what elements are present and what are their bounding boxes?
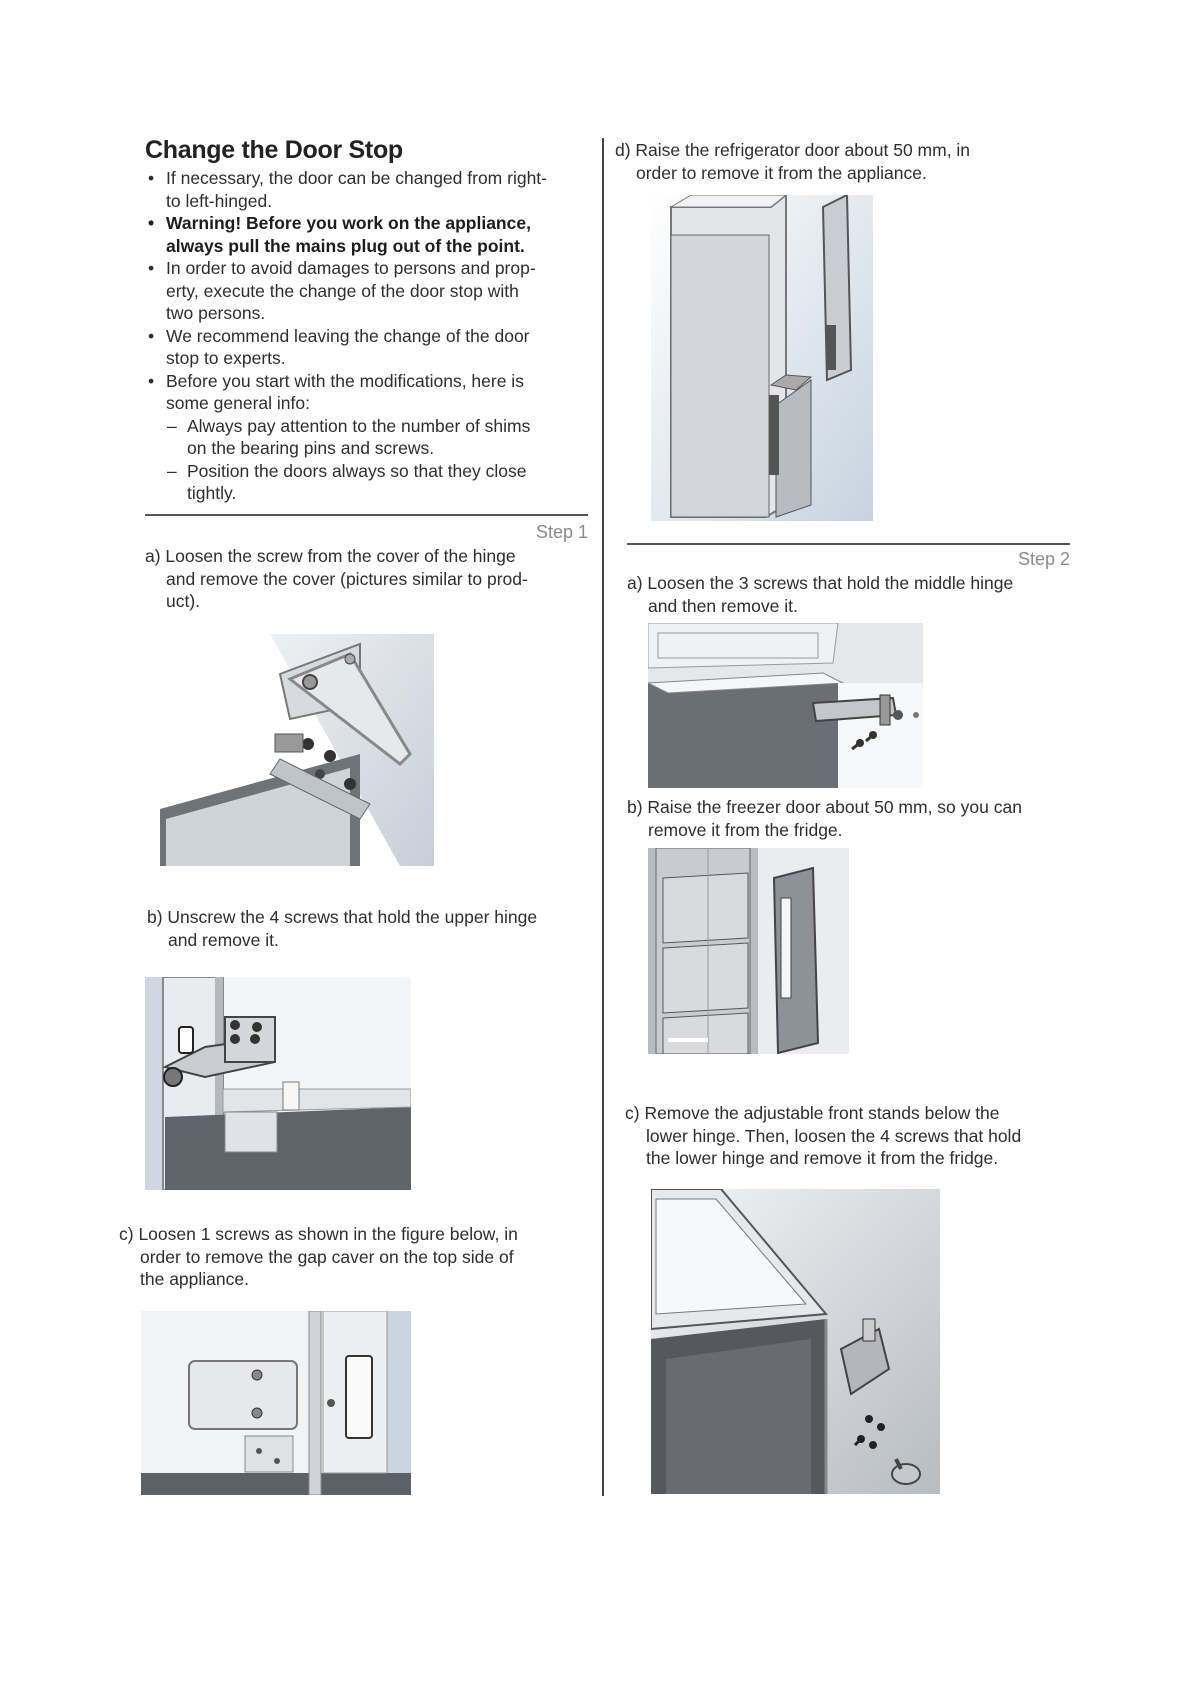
- step-d-text: [615, 139, 1075, 184]
- bullet-text: We recommend leaving the change of the door: [166, 325, 530, 346]
- bullet-text: Before you start with the modifications, here is: [166, 370, 524, 391]
- text-line: b) Raise the freezer door about 50 mm, so you can: [627, 797, 1022, 817]
- text-line: lower hinge. Then, loosen the 4 screws that hold: [646, 1125, 1022, 1146]
- figure-gap-cover: [141, 1311, 411, 1495]
- figure-hinge-cover: [160, 634, 434, 866]
- warning-text: always pull the mains plug out of the point.: [166, 235, 525, 256]
- list-item: [145, 212, 595, 235]
- text-line: and then remove it.: [648, 595, 798, 616]
- text-line: c) Loosen 1 screws as shown in the figure below, in: [119, 1224, 518, 1244]
- text-line: c) Remove the adjustable front stands below the: [625, 1103, 1000, 1123]
- bullet-text: some general info:: [166, 393, 310, 413]
- list-item: [145, 347, 595, 370]
- list-item: [145, 302, 595, 325]
- list-item: [145, 460, 595, 483]
- bullet-text: erty, execute the change of the door stop with: [166, 280, 519, 301]
- sub-bullet-text: Position the doors always so that they close: [187, 460, 527, 481]
- text-line: uct).: [166, 591, 201, 611]
- text-line: d) Raise the refrigerator door about 50 mm, in: [615, 140, 971, 160]
- text-line: order to remove the gap caver on the top side of: [140, 1246, 514, 1267]
- step2-b-text: [627, 796, 1097, 841]
- bullet-text: two persons.: [166, 303, 266, 323]
- section-divider: [145, 514, 588, 516]
- warning-text: Warning! Before you work on the appliance,: [166, 213, 531, 233]
- list-item: [145, 190, 595, 213]
- figure-middle-hinge: [648, 623, 923, 788]
- list-item: [145, 392, 595, 415]
- text-line: order to remove it from the appliance.: [636, 162, 927, 183]
- bullet-text: to left-hinged.: [166, 190, 273, 211]
- sub-bullet-text: tightly.: [187, 483, 237, 503]
- dash-marker: –: [167, 460, 177, 481]
- dash-marker: –: [167, 415, 177, 436]
- list-item: [145, 437, 595, 460]
- text-line: the lower hinge and remove it from the fridge.: [646, 1148, 999, 1168]
- bullet-list: [145, 167, 595, 505]
- text-line: a) Loosen the 3 screws that hold the middle hinge: [627, 573, 1014, 593]
- list-item: [145, 370, 595, 393]
- text-line: remove it from the fridge.: [648, 819, 843, 840]
- step1-c-text: [119, 1223, 589, 1291]
- figure-remove-fridge-door: [651, 195, 873, 521]
- list-item: [145, 482, 595, 505]
- list-item: [145, 167, 595, 190]
- list-item: [145, 415, 595, 438]
- list-item: [145, 325, 595, 348]
- text-line: a) Loosen the screw from the cover of the hinge: [145, 546, 516, 566]
- list-item: [145, 235, 595, 258]
- step1-b-text: [147, 906, 607, 951]
- figure-lower-hinge: [651, 1189, 940, 1494]
- page-title: Change the Door Stop: [145, 136, 403, 164]
- bullet-marker: •: [148, 370, 155, 391]
- sub-bullet-text: on the bearing pins and screws.: [187, 438, 435, 458]
- figure-upper-hinge: [145, 977, 411, 1190]
- bullet-marker: •: [148, 258, 155, 278]
- bullet-marker: •: [148, 325, 155, 346]
- bullet-text: In order to avoid damages to persons and prop-: [166, 258, 536, 278]
- column-divider: [602, 138, 604, 1496]
- text-line: the appliance.: [140, 1269, 249, 1289]
- bullet-text: If necessary, the door can be changed from right-: [166, 168, 547, 188]
- step1-a-text: [145, 545, 595, 613]
- step2-c-text: [625, 1102, 1095, 1170]
- text-line: and remove it.: [168, 929, 279, 950]
- bullet-marker: •: [148, 213, 155, 233]
- step1-label: Step 1: [535, 522, 588, 542]
- figure-remove-freezer-door: [648, 848, 849, 1054]
- step2-label: Step 2: [1017, 549, 1070, 569]
- list-item: [145, 280, 595, 303]
- text-line: and remove the cover (pictures similar to prod-: [166, 568, 528, 589]
- bullet-text: stop to experts.: [166, 348, 286, 368]
- bullet-marker: •: [148, 168, 155, 188]
- list-item: [145, 257, 595, 280]
- text-line: b) Unscrew the 4 screws that hold the upper hinge: [147, 907, 538, 927]
- step2-a-text: [627, 572, 1087, 617]
- sub-bullet-text: Always pay attention to the number of shims: [187, 415, 531, 436]
- section-divider: [627, 543, 1070, 545]
